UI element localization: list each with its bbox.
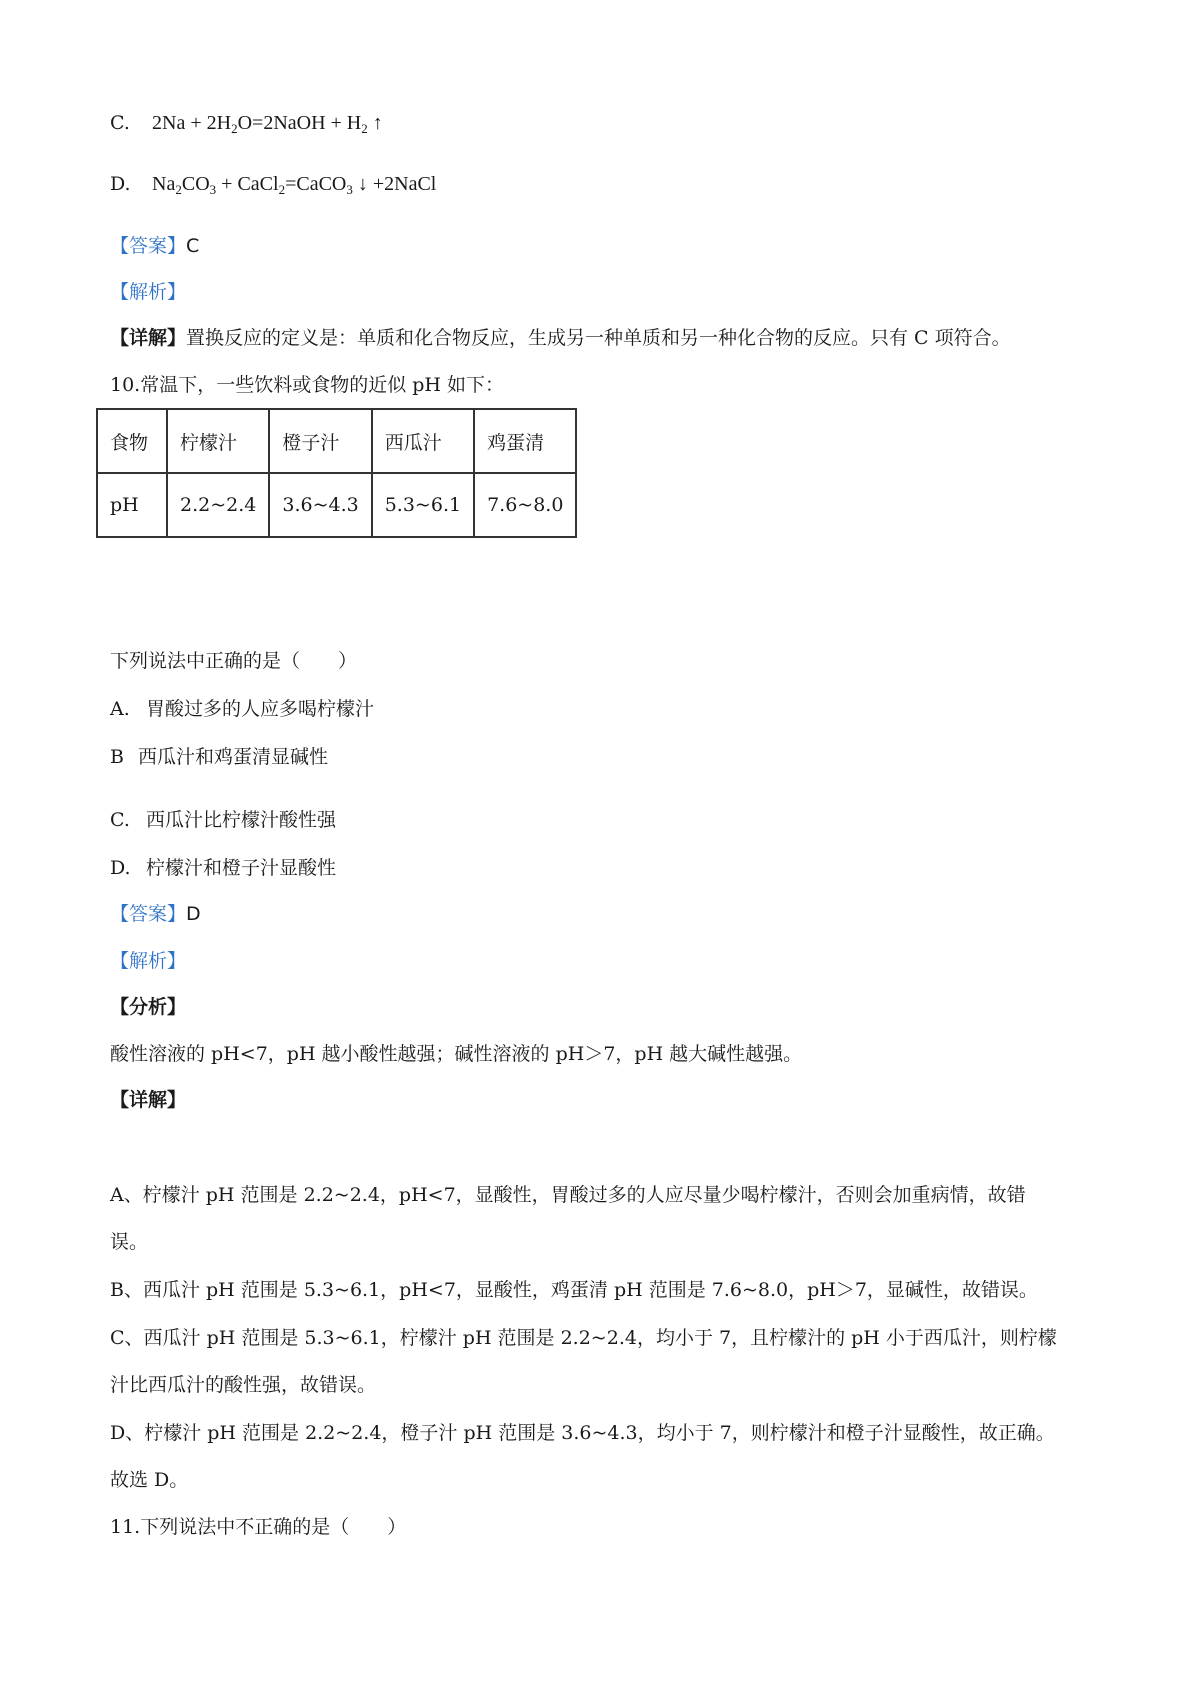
option-text: 西瓜汁比柠檬汁酸性强 bbox=[146, 809, 337, 831]
detail-line: 汁比西瓜汁的酸性强，故错误。 bbox=[110, 1374, 377, 1396]
detail-text: 置换反应的定义是：单质和化合物反应，生成另一种单质和另一种化合物的反应。只有 C 项符合。 bbox=[186, 327, 1011, 349]
question-prompt: 下列说法中正确的是（ ） bbox=[110, 650, 358, 672]
detail-label: 【详解】 bbox=[110, 327, 187, 349]
table-cell: 2.2~2.4 bbox=[167, 473, 269, 537]
table-cell: 西瓜汁 bbox=[372, 409, 474, 473]
answer-line bbox=[110, 899, 201, 926]
detail-line: C、西瓜汁 pH 范围是 5.3~6.1，柠檬汁 pH 范围是 2.2~2.4，均小于 7，且柠檬汁的 pH 小于西瓜汁，则柠檬 bbox=[110, 1327, 1057, 1349]
detail-line: D、柠檬汁 pH 范围是 2.2~2.4，橙子汁 pH 范围是 3.6~4.3，均小于 7，则柠檬汁和橙子汁显酸性，故正确。 bbox=[110, 1422, 1055, 1444]
detail-line bbox=[110, 323, 1011, 350]
option-letter: C. bbox=[110, 809, 130, 831]
answer-line bbox=[110, 231, 199, 258]
option-text: 柠檬汁和橙子汁显酸性 bbox=[146, 857, 337, 879]
option-letter: B bbox=[110, 746, 124, 768]
option-letter: C. bbox=[110, 112, 130, 134]
fenxi-text: 酸性溶液的 pH<7，pH 越小酸性越强；碱性溶液的 pH＞7，pH 越大碱性越强。 bbox=[110, 1043, 803, 1065]
analysis-label: 【解析】 bbox=[110, 281, 187, 303]
fenxi-label: 【分析】 bbox=[110, 996, 187, 1018]
option-letter: D. bbox=[110, 173, 131, 195]
answer-value: D bbox=[186, 903, 201, 925]
option-a bbox=[110, 694, 374, 721]
table-cell: 5.3~6.1 bbox=[372, 473, 474, 537]
detail-label: 【详解】 bbox=[110, 1089, 187, 1111]
question-stem: 11.下列说法中不正确的是（ ） bbox=[110, 1516, 407, 1538]
detail-line: 故选 D。 bbox=[110, 1469, 189, 1491]
question-stem: 10.常温下，一些饮料或食物的近似 pH 如下： bbox=[110, 374, 505, 396]
option-c bbox=[110, 112, 383, 135]
answer-label: 【答案】 bbox=[110, 235, 187, 257]
table-cell: 7.6~8.0 bbox=[474, 473, 576, 537]
table-cell: 柠檬汁 bbox=[167, 409, 269, 473]
equation-d: $Na_2CO_3$ + CaCl$_2$=CaCO$_3$ ↓ +2NaCl bbox=[152, 173, 437, 197]
table-cell: pH bbox=[97, 473, 167, 537]
table-row bbox=[97, 473, 576, 537]
table-row bbox=[97, 409, 576, 473]
option-d bbox=[110, 853, 336, 880]
table-cell: 橙子汁 bbox=[269, 409, 371, 473]
option-text: 胃酸过多的人应多喝柠檬汁 bbox=[146, 698, 375, 720]
table-cell: 3.6~4.3 bbox=[269, 473, 371, 537]
answer-value: C bbox=[186, 235, 200, 257]
option-letter: D. bbox=[110, 857, 131, 879]
table-cell: 食物 bbox=[97, 409, 167, 473]
option-b bbox=[110, 742, 328, 769]
answer-label: 【答案】 bbox=[110, 903, 187, 925]
option-d bbox=[110, 173, 436, 196]
option-letter: A. bbox=[110, 698, 130, 720]
ph-table bbox=[96, 408, 577, 538]
detail-line: A、柠檬汁 pH 范围是 2.2~2.4，pH<7，显酸性，胃酸过多的人应尽量少喝柠檬汁，否则会加重病情，故错 bbox=[110, 1184, 1026, 1206]
option-c bbox=[110, 805, 336, 832]
detail-line: B、西瓜汁 pH 范围是 5.3~6.1，pH<7，显酸性，鸡蛋清 pH 范围是 7.6~8.0，pH＞7，显碱性，故错误。 bbox=[110, 1279, 1038, 1301]
table-cell: 鸡蛋清 bbox=[474, 409, 576, 473]
detail-line: 误。 bbox=[110, 1231, 149, 1253]
option-text: 西瓜汁和鸡蛋清显碱性 bbox=[138, 746, 329, 768]
analysis-label: 【解析】 bbox=[110, 950, 187, 972]
equation-c: $2Na + 2H_2O=2NaOH + H_2$ ↑ bbox=[152, 112, 383, 136]
